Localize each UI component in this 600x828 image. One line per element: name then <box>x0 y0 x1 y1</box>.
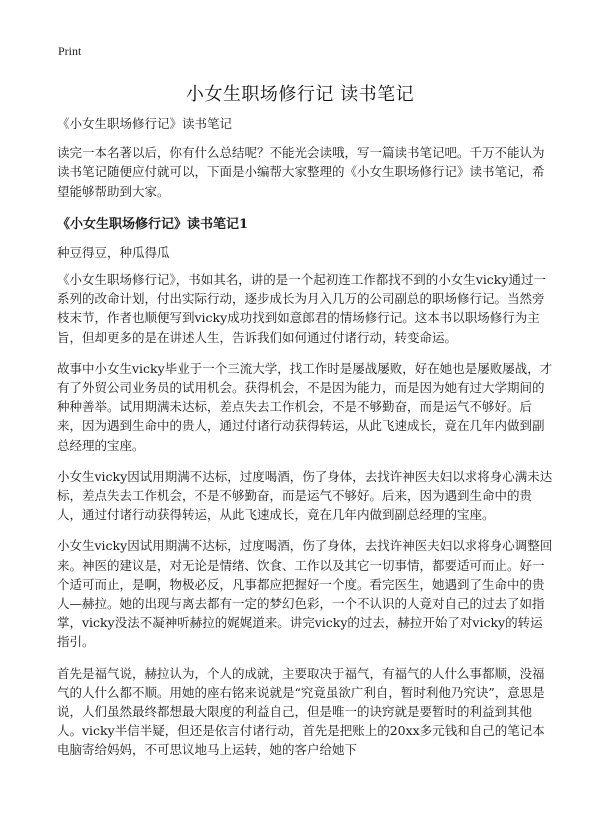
tagline: 种豆得豆，种瓜得瓜 <box>57 244 170 260</box>
page-title: 小女生职场修行记 读书笔记 <box>185 84 415 105</box>
body-paragraph-4: 小女生vicky因试用期满不达标，过度喝酒，伤了身体，去找许神医夫妇以求将身心调整回来。神医的建议是，对无论是情绪、饮食、工作以及其它一切事情，都要适可而止。好一个适可而止，是啊，物极必反，凡事都应把握好一个度。看完医生，她遇到了生命中的贵人—赫拉。她的出现与离去都有一定的梦幻色彩，一个不认识的人竟对自己的过去了如指掌，vicky没法不凝神听赫拉的娓娓道来。讲完vicky的过去，赫拉开始了对vicky的转运指引。 <box>57 538 553 650</box>
body-paragraph-2: 故事中小女生vicky毕业于一个三流大学，找工作时是屡战屡败，好在她也是屡败屡战，才有了外贸公司业务员的试用机会。获得机会，不是因为能力，而是因为她有过大学期间的种种善举。试用期满未达标，差点失去工作机会，不是不够勤奋，而是运气不够好。后来，因为遇到生命中的贵人，通过付诸行动获得转运，从此飞速成长，竟在几年内做到副总经理的宝座。 <box>57 360 553 453</box>
document-subtitle: 《小女生职场修行记》读书笔记 <box>57 116 233 131</box>
body-paragraph-1: 《小女生职场修行记》，书如其名，讲的是一个起初连工作都找不到的小女生vicky通过一系列的改命计划，付出实际行动，逐步成长为月入几万的公司副总的职场修行记。当然旁枝末节，作者也顺便写到vicky成功找到如意郎君的情场修行记。这本书以职场修行为主旨，但却更多的是在讲述人生，告诉我们如何通过付诸行动，转变命运。 <box>57 272 546 345</box>
body-paragraph-3: 小女生vicky因试用期满不达标，过度喝酒，伤了身体，去找许神医夫妇以求将身心满未达标，差点失去工作机会，不是不够勤奋，而是运气不够好。后来，因为遇到生命中的贵人，通过付诸行动获得转运，从此飞速成长，竟在几年内做到副总经理的宝座。 <box>57 468 553 523</box>
print-link[interactable]: Print <box>58 44 82 58</box>
document-body <box>57 114 553 772</box>
intro-paragraph: 读完一本名著以后，你有什么总结呢？不能光会读哦，写一篇读书笔记吧。千万不能认为读书笔记随便应付就可以，下面是小编帮大家整理的《小女生职场修行记》读书笔记，希望能够帮助到大家。 <box>57 145 545 199</box>
section-heading: 《小女生职场修行记》读书笔记1 <box>57 216 249 232</box>
body-paragraph-5: 首先是福气说，赫拉认为，个人的成就，主要取决于福气，有福气的人什么事都顺，没福气的人什么都不顺。用她的座右铭来说就是“究竟虽欲广利自，暂时利他乃究诀”，意思是说，人们虽然最终都想最大限度的利益自己，但是唯一的诀窍就是要暂时的利益到其他人。vicky半信半疑，但还是依言付诸行动，首先是把账上的20xx多元钱和自己的笔记本电脑寄给妈妈，不可思议地马上运转，她的客户给她下 <box>57 665 545 758</box>
